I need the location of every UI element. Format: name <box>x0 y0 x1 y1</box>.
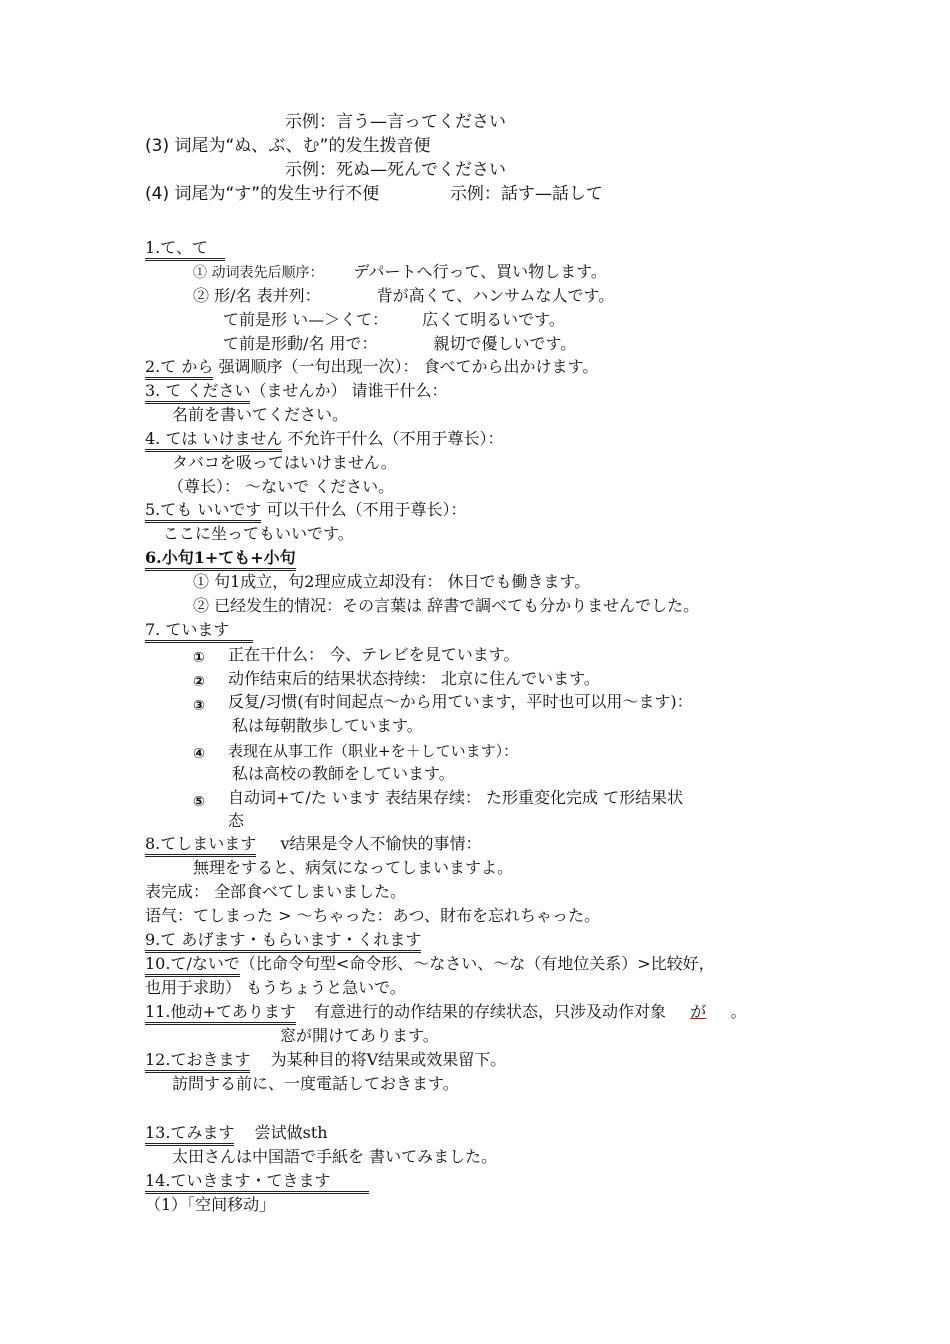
section-7-num-5: ⑤ <box>193 794 205 810</box>
section-13-title: 13.てみます <box>145 1123 234 1146</box>
section-11-example: 窓が開けてあります。 <box>280 1026 439 1045</box>
section-6-item-a: ① 句1成立，句2理应成立却没有： 休日でも働きます。 <box>193 572 591 591</box>
section-3-title: 3. て ください <box>145 381 250 404</box>
section-12-desc: 为某种目的将V结果或效果留下。 <box>270 1050 507 1069</box>
intro-line-2: (3) 词尾为“ぬ、ぶ、む”的发生拨音便 <box>145 136 431 156</box>
section-5 <box>145 500 466 523</box>
section-6-title: 6.小句1+ても+小句 <box>145 548 296 571</box>
section-7-num-1: ① <box>193 650 205 666</box>
section-7-item-5: 自动词+て/た います 表结果存续： た形重変化完成 て形结果状 <box>228 788 684 807</box>
section-8-example: 無理をすると、病気になってしまいますよ。 <box>193 858 514 877</box>
section-7-item-4-example: 私は高校の教師をしています。 <box>232 764 455 783</box>
section-10-desc: （比命令句型<命令形、〜なさい、〜な（有地位关系）>比较好， <box>239 954 715 973</box>
section-7-item-2: 动作结束后的结果状态持续： 北京に住んでいます。 <box>228 669 600 688</box>
intro-line-3: 示例：死ぬ—死んでください <box>285 160 506 180</box>
section-11-title: 11.他动+てあります <box>145 1002 296 1025</box>
section-9-title: 9.て あげます・もらいます・くれます <box>145 930 421 953</box>
section-11 <box>145 1002 746 1025</box>
section-11-period: 。 <box>730 1002 747 1021</box>
section-1-item-c: て前是形 い—＞くて： 広くて明るいです。 <box>223 310 565 329</box>
intro-line-4-rule: (4) 词尾为“す”的发生サ行不便 <box>145 184 380 204</box>
section-3-example: 名前を書いてください。 <box>172 405 349 424</box>
section-4-example-2: （尊长）： 〜ないで ください。 <box>168 477 395 496</box>
section-2 <box>145 357 598 380</box>
section-7-item-3-example: 私は毎朝散歩しています。 <box>232 716 423 735</box>
section-1-item-d: て前是形動/名 用で： 親切で優しいです。 <box>223 334 577 353</box>
section-7-item-3: 反复/习惯(有时间起点〜から用ています，平时也可以用〜ます)： <box>228 692 693 711</box>
section-14-title: 14.ていきます・てきます <box>145 1171 369 1194</box>
section-8-desc: v结果是令人不愉快的事情： <box>280 834 482 853</box>
section-7-title: 7. ています <box>145 620 253 643</box>
section-8-line-3: 语气：てしまった > 〜ちゃった：あつ、財布を忘れちゃった。 <box>145 906 600 925</box>
section-11-desc: 有意进行的动作结果的存续状态，只涉及动作对象 <box>314 1002 667 1021</box>
section-7-num-2: ② <box>193 674 205 690</box>
section-7-item-4: 表现在从事工作（职业+を＋しています）： <box>228 742 519 760</box>
section-10 <box>145 954 715 977</box>
section-12-title: 12.ておきます <box>145 1050 250 1073</box>
section-5-title: 5.ても いいです <box>145 500 261 523</box>
section-7-num-3: ③ <box>193 698 205 714</box>
section-12-example: 訪問する前に、一度電話しておきます。 <box>172 1074 459 1093</box>
section-4-desc: 不允许干什么（不用于尊长）： <box>287 429 504 448</box>
section-2-title: 2.て から <box>145 357 213 380</box>
section-7-item-5-cont: 态 <box>228 811 245 830</box>
intro-line-1: 示例：言う—言ってください <box>285 112 506 132</box>
section-1-item-a: ① 动词表先后顺序： デパートへ行って、買い物します。 <box>193 262 607 281</box>
section-4 <box>145 429 504 452</box>
section-7-num-4: ④ <box>193 746 205 762</box>
intro-line-4 <box>145 184 603 204</box>
section-8-title: 8.てしまいます <box>145 834 256 857</box>
section-8-line-2: 表完成： 全部食べてしまいました。 <box>145 882 407 901</box>
section-4-example: タバコを吸ってはいけません。 <box>172 453 397 472</box>
section-6-item-b: ② 已经发生的情况：その言葉は 辞書で調べても分かりませんでした。 <box>193 596 700 615</box>
section-3 <box>145 381 448 404</box>
section-5-desc: 可以干什么（不用于尊长）： <box>266 500 467 519</box>
intro-line-4-example: 示例：話す—話して <box>449 184 603 204</box>
section-10-title: 10.て/ないで <box>145 954 240 977</box>
section-8 <box>145 834 482 857</box>
section-13-example: 太田さんは中国語で手紙を 書いてみました。 <box>172 1147 498 1166</box>
section-12 <box>145 1050 506 1073</box>
section-1-title: 1.て、て <box>145 238 225 261</box>
section-7-item-1: 正在干什么： 今、テレビを見ています。 <box>228 645 520 664</box>
section-3-desc: （ませんか） 请谁干什么： <box>250 381 448 400</box>
section-13-desc: 尝试做sth <box>254 1123 328 1142</box>
section-1-item-b: ② 形/名 表并列： 背が高くて、ハンサムな人です。 <box>193 286 615 305</box>
section-10-line-2: 也用于求助） もうちょうと急いで。 <box>145 978 406 997</box>
section-4-title: 4. ては いけません <box>145 429 282 452</box>
section-5-example: ここに坐ってもいいです。 <box>163 524 354 543</box>
section-2-desc: 强调顺序（一句出现一次）： 食べてから出かけます。 <box>218 357 599 376</box>
section-11-particle: が <box>690 1002 707 1021</box>
section-14-sub: （1）「空间移动」 <box>145 1195 276 1214</box>
section-13 <box>145 1123 328 1146</box>
